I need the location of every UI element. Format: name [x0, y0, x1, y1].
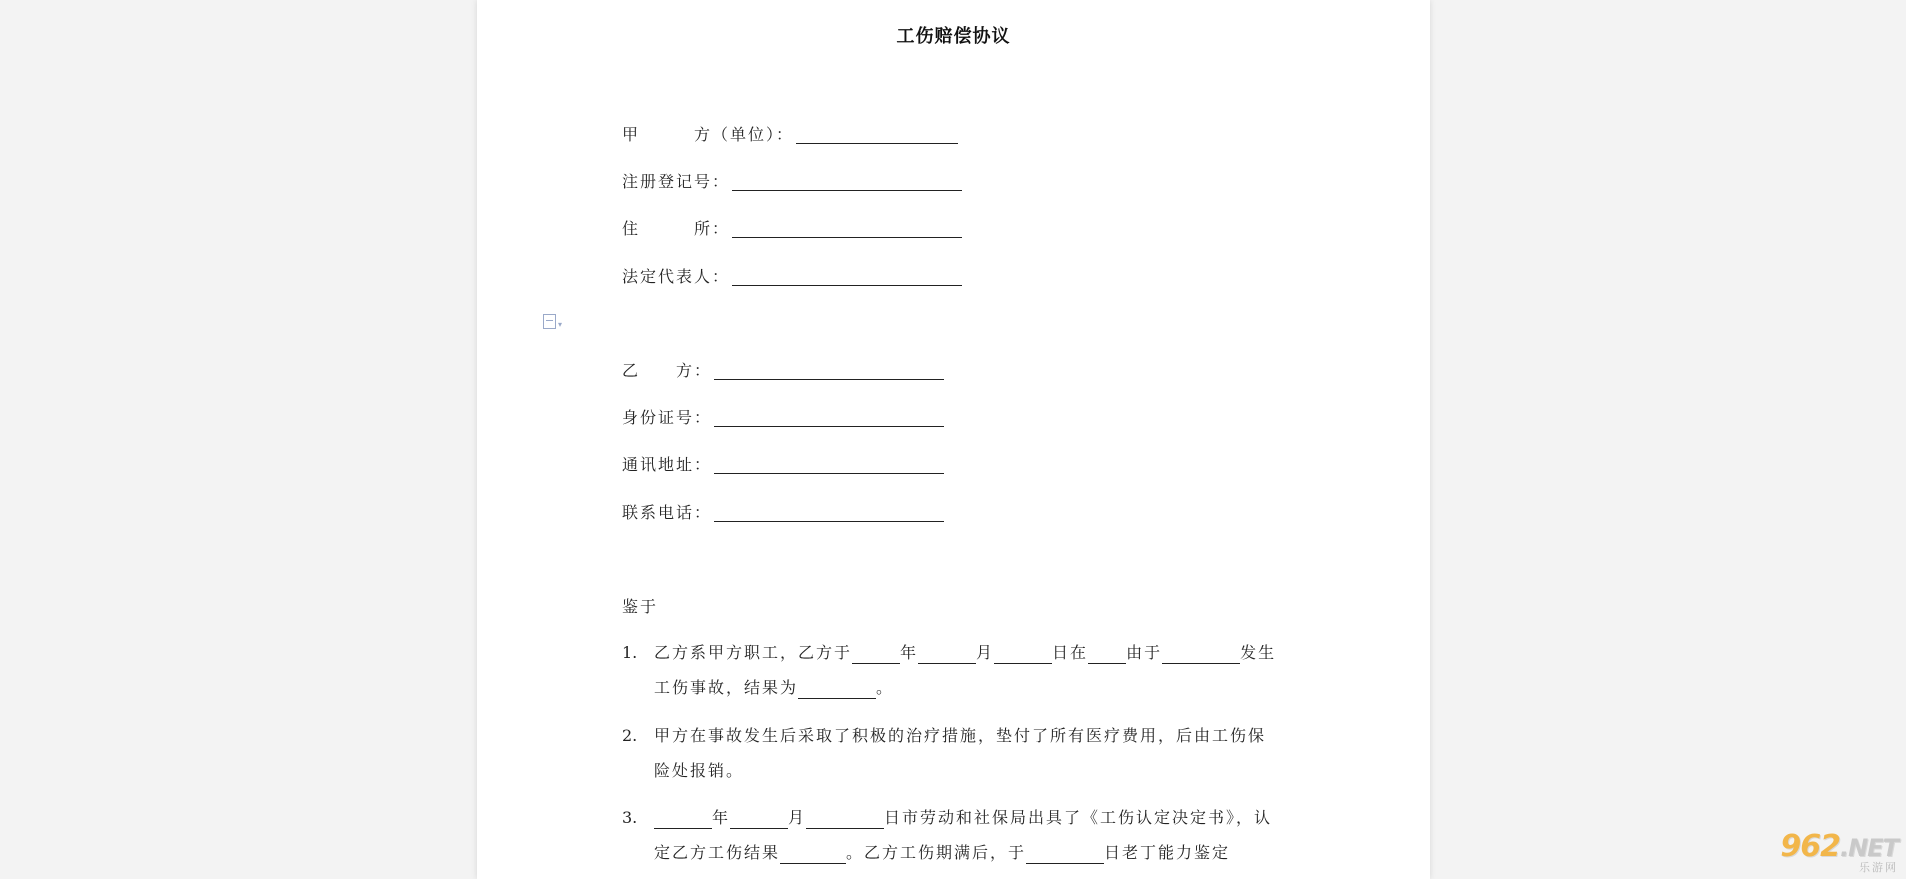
- party-a-reg-blank[interactable]: [732, 172, 962, 191]
- item-1-text-c: 月: [976, 643, 995, 662]
- item-number: 2.: [622, 726, 638, 745]
- watermark-suffix: .NET: [1840, 834, 1898, 862]
- item-1-text-g: 。: [876, 678, 895, 697]
- party-b-address-field: [622, 452, 944, 475]
- item-1-place-blank[interactable]: [1088, 643, 1126, 664]
- item-1-text-f: 发生工伤事故，结果为: [654, 643, 1277, 697]
- item-1-text-e: 由于: [1126, 643, 1163, 662]
- party-a-address-blank[interactable]: [732, 219, 962, 238]
- party-a-reg-label: 注册登记号：: [622, 172, 731, 191]
- watermark-brand: 962: [1780, 829, 1841, 864]
- item-1-cause-blank[interactable]: [1162, 643, 1240, 664]
- item-3-day-blank[interactable]: [806, 808, 884, 829]
- party-a-address-field: [622, 216, 962, 239]
- item-3-month-blank[interactable]: [730, 808, 788, 829]
- party-b-address-blank[interactable]: [714, 455, 944, 474]
- whereas-item-2: [622, 718, 1322, 788]
- party-a-address-label: 住 所：: [622, 219, 731, 238]
- item-3-text-b: 月: [788, 808, 807, 827]
- whereas-item-3: [622, 800, 1322, 870]
- party-b-name-blank[interactable]: [714, 361, 944, 380]
- caret-down-icon: ▾: [558, 320, 563, 329]
- document-icon: [543, 314, 556, 329]
- party-a-rep-field: [622, 264, 962, 287]
- item-2-text: 甲方在事故发生后采取了积极的治疗措施，垫付了所有医疗费用，后由工伤保险处报销。: [654, 726, 1267, 780]
- item-1-month-blank[interactable]: [918, 643, 976, 664]
- party-a-name-blank[interactable]: [796, 125, 958, 144]
- party-b-phone-field: [622, 500, 944, 523]
- paragraph-options-icon[interactable]: [543, 314, 565, 330]
- party-b-address-label: 通讯地址：: [622, 455, 713, 474]
- party-a-reg-field: [622, 169, 962, 192]
- item-number: 3.: [622, 808, 638, 827]
- party-b-id-blank[interactable]: [714, 408, 944, 427]
- party-b-phone-blank[interactable]: [714, 503, 944, 522]
- item-1-year-blank[interactable]: [852, 643, 900, 664]
- whereas-item-1: [622, 635, 1322, 705]
- item-1-text-b: 年: [900, 643, 919, 662]
- item-number: 1.: [622, 643, 638, 662]
- watermark-logo: [1768, 829, 1898, 864]
- item-3-text-a: 年: [712, 808, 731, 827]
- party-b-name-field: [622, 358, 944, 381]
- item-3-text-c: 日市劳动和社保局出具了《工伤认定决定书》，认定乙方工伤结果: [654, 808, 1273, 862]
- party-a-rep-label: 法定代表人：: [622, 267, 731, 286]
- item-3-date-blank[interactable]: [1026, 843, 1104, 864]
- item-3-year-blank[interactable]: [654, 808, 712, 829]
- item-3-result-blank[interactable]: [780, 843, 846, 864]
- document-page: [477, 0, 1430, 879]
- watermark-subtitle: 乐游网: [1859, 861, 1898, 874]
- item-1-day-blank[interactable]: [994, 643, 1052, 664]
- document-title: 工伤赔偿协议: [896, 26, 1011, 47]
- party-a-name-label: 甲 方（单位）：: [622, 125, 795, 144]
- party-b-phone-label: 联系电话：: [622, 503, 713, 522]
- item-1-result-blank[interactable]: [798, 678, 876, 699]
- site-watermark: [1768, 829, 1898, 874]
- item-1-text-d: 日在: [1052, 643, 1089, 662]
- party-b-id-field: [622, 405, 944, 428]
- item-3-text-e: 日老丁能力鉴定: [1104, 843, 1231, 862]
- party-a-name-field: [622, 122, 958, 145]
- party-b-name-label: 乙 方：: [622, 361, 713, 380]
- item-1-text-a: 乙方系甲方职工，乙方于: [654, 643, 853, 662]
- party-a-rep-blank[interactable]: [732, 267, 962, 286]
- item-3-text-d: 。乙方工伤期满后，于: [846, 843, 1027, 862]
- party-b-id-label: 身份证号：: [622, 408, 713, 427]
- whereas-heading: 鉴于: [622, 597, 659, 616]
